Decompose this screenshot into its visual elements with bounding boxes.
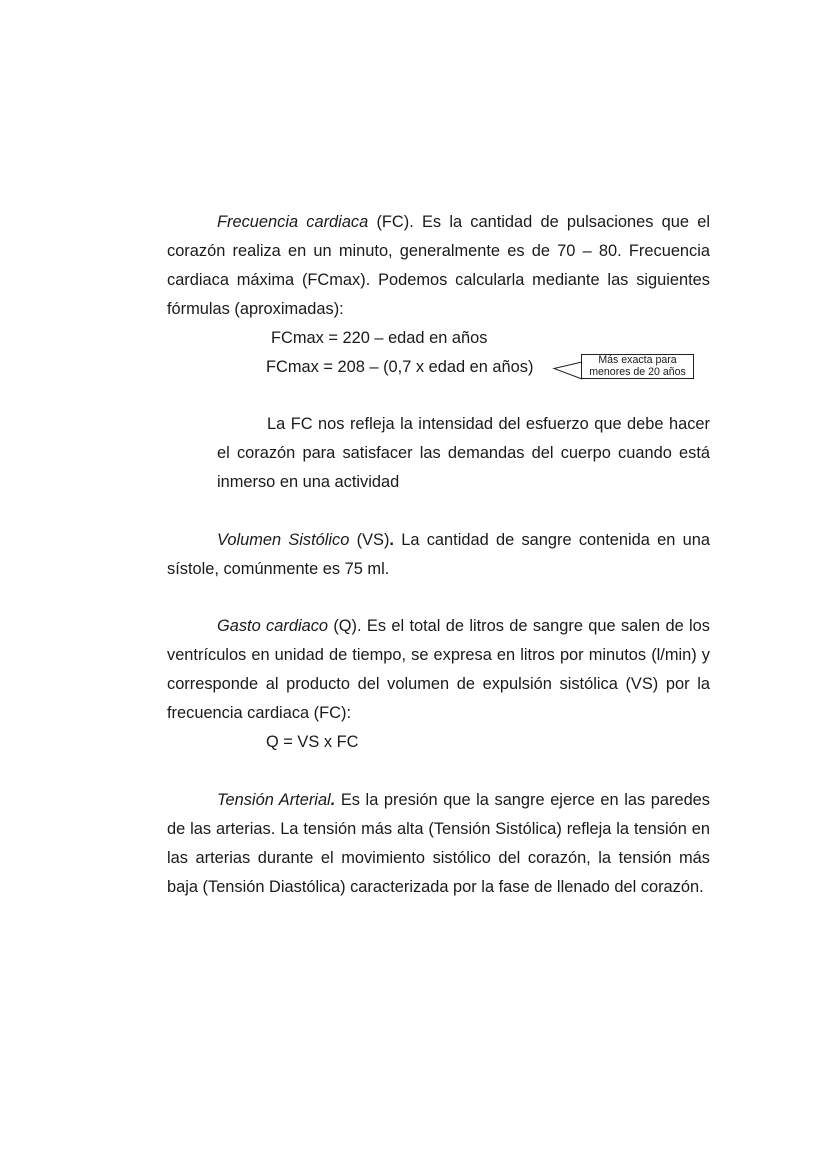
- paragraph-volumen-sistolico: [167, 526, 710, 584]
- term-tension-arterial: Tensión Arterial: [217, 791, 331, 809]
- term-frecuencia-cardiaca: Frecuencia cardiaca: [217, 213, 369, 231]
- paragraph-text: La FC nos refleja la intensidad del esfuerzo que debe hacer el corazón para satisfacer las demandas del cuerpo cuando está inmerso en una actividad: [217, 415, 710, 491]
- paragraph-text: (Q). Es el total de litros de sangre que salen de los ventrículos en unidad de tiempo, se expresa en litros por minutos (l/min) y corresponde al producto del volumen de expulsión sistólica (VS) por la frecuencia cardiaca (FC):: [167, 617, 710, 722]
- paragraph-text: Es la presión que la sangre ejerce en las paredes de las arterias. La tensión más alta (Tensión Sistólica) refleja la tensión en las arterias durante el movimiento sistólico del corazón, la tensión más baja (Tensión Diastólica) caracterizada por la fase de llenado del corazón.: [167, 791, 710, 896]
- term-gasto-cardiaco: Gasto cardiaco: [217, 617, 329, 635]
- callout-note: [581, 354, 694, 379]
- callout-line-2: menores de 20 años: [589, 365, 686, 378]
- formula-fcmax-208: FCmax = 208 – (0,7 x edad en años): [266, 358, 534, 376]
- bold-period: .: [330, 791, 336, 809]
- paragraph-text: La cantidad de sangre contenida en una sístole, comúnmente es 75 ml.: [167, 531, 710, 578]
- paragraph-frecuencia-cardiaca: [167, 208, 710, 324]
- paragraph-text: (FC). Es la cantidad de pulsaciones que el corazón realiza en un minuto, generalmente es de 70 – 80. Frecuencia cardiaca máxima (FCmax). Podemos calcularla mediante las siguientes fórmulas (aproximadas):: [167, 213, 710, 318]
- bold-period: .: [389, 531, 394, 549]
- term-volumen-sistolico: Volumen Sistólico: [217, 531, 350, 549]
- formula-fcmax-220: FCmax = 220 – edad en años: [271, 329, 488, 347]
- paragraph-gasto-cardiaco: [167, 612, 710, 728]
- paragraph-tension-arterial: [167, 786, 710, 902]
- formula-gasto-cardiaco: Q = VS x FC: [266, 733, 359, 751]
- paragraph-fc-note: [217, 410, 710, 497]
- callout-pointer: [550, 360, 584, 380]
- term-abbreviation: (VS): [349, 531, 390, 549]
- callout-line-1: Más exacta para: [598, 354, 677, 366]
